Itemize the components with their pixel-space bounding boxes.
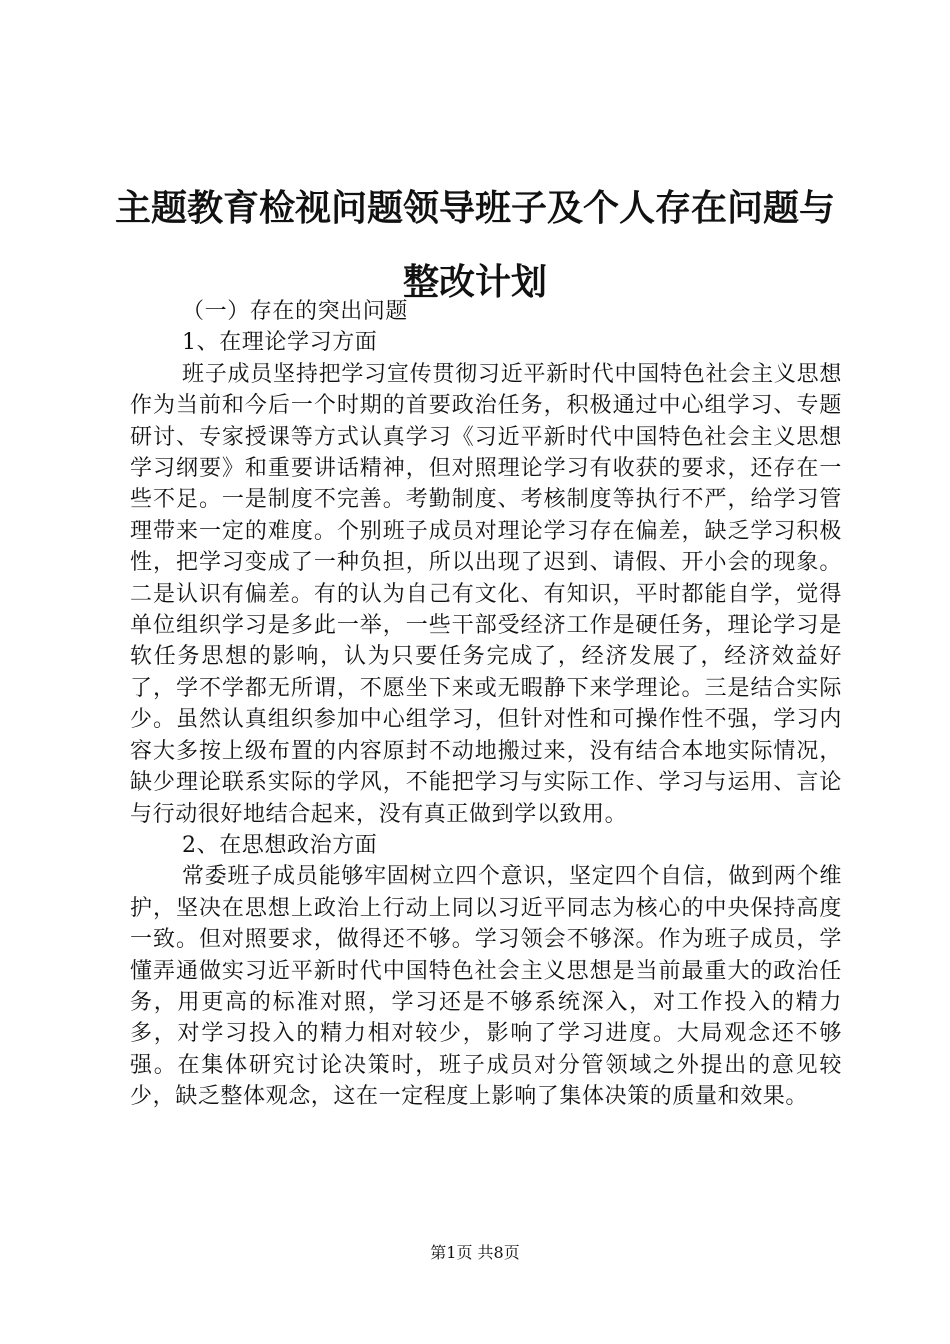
subsection-2-paragraph: 常委班子成员能够牢固树立四个意识，坚定四个自信，做到两个维护，坚决在思想上政治上行动上同以习近平同志为核心的中央保持高度一致。但对照要求，做得还不够。学习领会不够深。作为班子成员，学懂弄通做实习近平新时代中国特色社会主义思想是当前最重大的政治任务，用更高的标准对照，学习还是不够系统深入，对工作投入的精力多，对学习投入的精力相对较少，影响了学习进度。大局观念还不够强。在集体研究讨论决策时，班子成员对分管领域之外提出的意见较少，缺乏整体观念，这在一定程度上影响了集体决策的质量和效果。 bbox=[130, 864, 842, 1110]
subsection-1-paragraph: 班子成员坚持把学习宣传贯彻习近平新时代中国特色社会主义思想作为当前和今后一个时期的首要政治任务，积极通过中心组学习、专题研讨、专家授课等方式认真学习《习近平新时代中国特色社会主义思想学习纲要》和重要讲话精神，但对照理论学习有收获的要求，还存在一些不足。一是制度不完善。考勤制度、考核制度等执行不严，给学习管理带来一定的难度。个别班子成员对理论学习存在偏差，缺乏学习积极性，把学习变成了一种负担，所以出现了迟到、请假、开小会的现象。二是认识有偏差。有的认为自己有文化、有知识，平时都能自学，觉得单位组织学习是多此一举，一些干部受经济工作是硬任务，理论学习是软任务思想的影响，认为只要任务完成了，经济发展了，经济效益好了，学不学都无所谓，不愿坐下来或无暇静下来学理论。三是结合实际少。虽然认真组织参加中心组学习，但针对性和可操作性不强，学习内容大多按上级布置的内容原封不动地搬过来，没有结合本地实际情况，缺少理论联系实际的学风，不能把学习与实际工作、学习与运用、言论与行动很好地结合起来，没有真正做到学以致用。 bbox=[130, 361, 842, 827]
document-title: 主题教育检视问题领导班子及个人存在问题与整改计划 bbox=[114, 188, 835, 303]
section-heading: （一）存在的突出问题 bbox=[182, 299, 409, 324]
subsection-2-heading: 2、在思想政治方面 bbox=[182, 832, 378, 858]
subsection-1-heading: 1、在理论学习方面 bbox=[182, 330, 378, 356]
page-footer: 第1页 共8页 bbox=[430, 1243, 520, 1262]
document-body bbox=[130, 296, 842, 1113]
